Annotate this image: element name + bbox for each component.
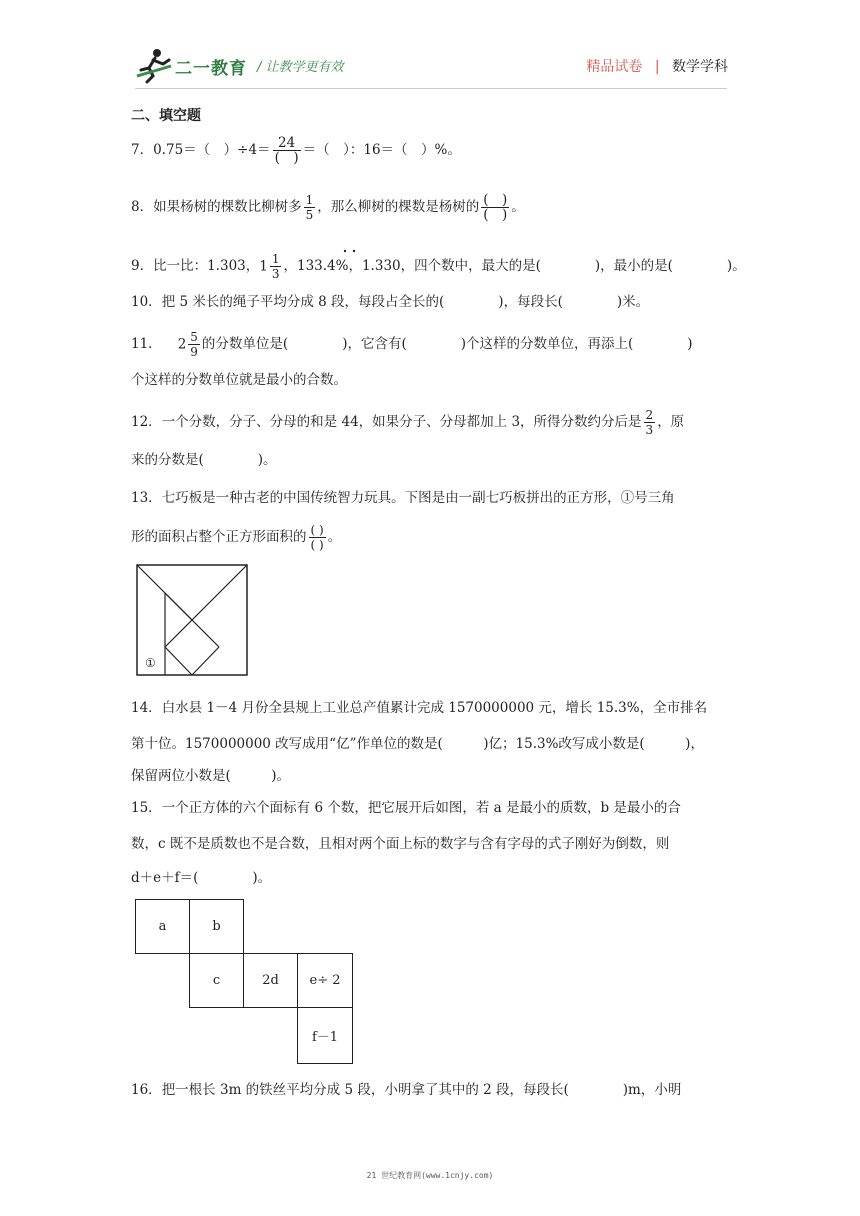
q11-mixed-frac [188,330,200,359]
q11-number: 11． [131,336,162,352]
q11-text-a: 的分数单位是( )，它含有( )个这样的分数单位，再添上( ) [201,336,693,352]
q7-frac-den: ( ) [274,150,299,166]
question-11 [131,330,693,359]
q13-answer-fraction[interactable] [309,523,326,552]
question-15 [131,798,681,818]
q8-text-a: 如果杨树的棵数比柳树多 [153,199,302,215]
q12-frac-den: 3 [645,423,654,437]
q16-text: 把一根长 3m 的铁丝平均分成 5 段，小明拿了其中的 2 段，每段长( )m，小明 [161,1082,682,1098]
q9-mixed-num: 1 [271,252,280,266]
q16-number: 16． [131,1082,162,1098]
logo-text: 二一教育 [175,59,247,79]
net-cell-f-minus-1: f－1 [297,1007,353,1064]
q12-text-b: ，原 [657,414,685,430]
q11-mixed-num: 5 [190,330,198,344]
q10-text: 把 5 米长的绳子平均分成 8 段，每段占全长的( )，每段长( )米。 [161,294,650,310]
q8-number: 8． [131,199,154,215]
q8-frac-den: 5 [305,208,314,222]
q9-mixed-whole: 1 [259,258,268,275]
question-15-cont-2 [131,868,271,888]
q7-text-b: ＝（ ）：16＝（ ）%。 [302,142,461,158]
q13-number: 13． [131,490,162,506]
q8-frac-num: 1 [305,193,314,207]
question-14 [131,698,707,718]
q12-text-c: 来的分数是( )。 [131,452,277,468]
q8-blank-den[interactable]: ( ) [483,207,508,223]
question-13-cont [131,523,341,552]
q15-text-b: 数，c 既不是质数也不是合数，且相对两个面上标的数字与含有字母的式子刚好为倒数，则 [131,836,670,852]
q11-mixed-den: 9 [190,345,198,359]
q13-text-b: 形的面积占整个正方形面积的 [131,529,307,545]
net-cell-e-div-2: e÷ 2 [297,953,353,1008]
net-cell-b: b [189,899,244,954]
q8-text-b: ，那么柳树的棵数是杨树的 [317,199,480,215]
q9-text-c: ，四个数中，最大的是( )，最小的是( )。 [400,258,746,274]
question-10 [131,292,649,312]
question-14-cont-2 [131,766,290,786]
subject-label: 数学学科 [672,59,728,75]
q14-text-c: 保留两位小数是( )。 [131,768,291,784]
net-cell-2d: 2d [243,953,298,1008]
q13-text-c: 。 [327,529,342,545]
q9-text-b: ，133.4%，1.3 [283,258,384,274]
q12-fraction [644,408,656,437]
net-cell-c: c [189,953,244,1008]
q12-frac-num: 2 [645,408,654,422]
q8-blank-num[interactable]: ( ) [483,192,508,208]
section-title: 二、填空题 [131,108,201,124]
q12-text-a: 一个分数，分子、分母的和是 44，如果分子、分母都加上 3，所得分数约分后是 [161,414,642,430]
q12-number: 12． [131,414,162,430]
question-15-cont [131,834,669,854]
q9-number: 9． [131,258,154,274]
tangram-figure [136,564,250,678]
q9-text-a: 比一比：1.303， [153,258,260,274]
q11-text-b: 个这样的分数单位就是最小的合数。 [131,372,347,388]
q15-number: 15． [131,800,162,816]
footer: 21 世纪教育网(www.1cnjy.com) [366,1171,494,1180]
question-16 [131,1080,681,1100]
q9-repeating-digits: 30 [383,258,401,274]
q11-mixed-number [178,330,202,359]
tangram-marker: ① [145,656,156,670]
question-12 [131,408,684,437]
premium-label: 精品试卷 [586,59,643,75]
question-13 [131,488,675,508]
q13-text-a: 七巧板是一种古老的中国传统智力玩具。下图是由一副七巧板拼出的正方形，①号三角 [161,490,675,506]
q7-text-a: 0.75＝（ ）÷4＝ [153,142,271,158]
repeat-dot-1 [344,250,346,252]
q9-mixed-den: 3 [271,267,280,281]
q14-text-a: 白水县 1－4 月份全县规上工业总产值累计完成 1570000000 元，增长 15.3%，全市排名 [161,700,708,716]
q14-text-b: 第十位。1570000000 改写成用“亿”作单位的数是( )亿；15.3%改写成小数是( )， [131,736,704,752]
question-12-cont [131,450,277,470]
q7-number: 7． [131,142,154,158]
q15-text-a: 一个正方体的六个面标有 6 个数，把它展开后如图，若 a 是最小的质数，b 是最小的合 [161,800,681,816]
q14-number: 14． [131,700,162,716]
q13-blank-num[interactable]: ( ) [310,523,324,537]
q8-text-c: 。 [511,199,525,215]
question-14-cont [131,734,704,754]
repeat-dot-2 [353,250,355,252]
q11-mixed-whole: 2 [177,336,187,353]
net-cell-a: a [135,899,190,954]
q10-number: 10． [131,294,162,310]
question-11-cont [131,370,347,390]
q15-text-c: d＋e＋f＝( )。 [131,870,272,886]
q7-frac-num: 24 [277,135,296,151]
header-separator: | [654,59,660,75]
q13-blank-den[interactable]: ( ) [310,538,324,552]
slogan: / 让教学更有效 [257,60,344,75]
